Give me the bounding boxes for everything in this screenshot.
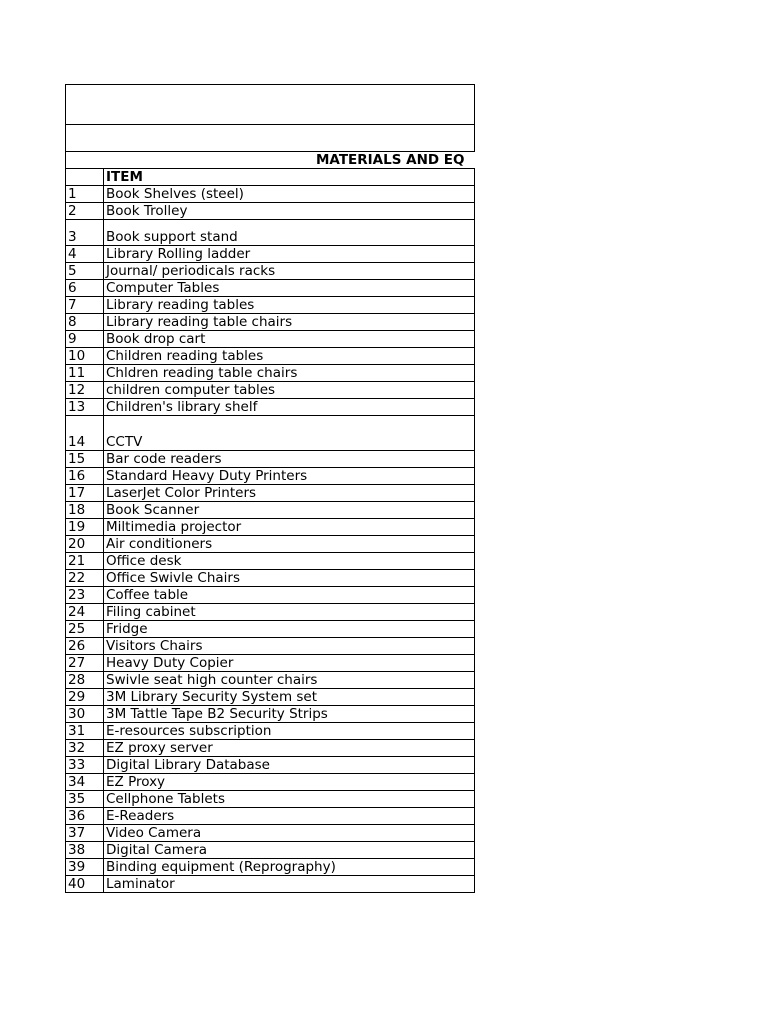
row-number-cell[interactable]: 15 [66,451,104,468]
row-number-cell[interactable]: 31 [66,723,104,740]
row-number-cell[interactable]: 40 [66,876,104,893]
table-row [66,331,475,348]
item-header-cell[interactable]: ITEM [104,169,475,186]
item-cell[interactable]: Book Scanner [104,502,475,519]
row-number-cell[interactable]: 22 [66,570,104,587]
row-number-cell[interactable]: 18 [66,502,104,519]
item-cell[interactable]: Journal/ periodicals racks [104,263,475,280]
row-number-cell[interactable]: 8 [66,314,104,331]
item-cell[interactable]: EZ proxy server [104,740,475,757]
table-row [66,876,475,893]
row-number-cell[interactable]: 38 [66,842,104,859]
item-cell[interactable]: Digital Camera [104,842,475,859]
table-row [66,399,475,416]
item-cell[interactable]: Filing cabinet [104,604,475,621]
table-row [66,859,475,876]
table-row [66,638,475,655]
row-number-cell[interactable]: 33 [66,757,104,774]
row-number-cell[interactable]: 9 [66,331,104,348]
item-cell[interactable]: Office desk [104,553,475,570]
item-cell[interactable]: 3M Library Security System set [104,689,475,706]
table-row [66,280,475,297]
row-number-cell[interactable]: 28 [66,672,104,689]
row-number-cell[interactable]: 14 [66,416,104,451]
item-cell[interactable]: Air conditioners [104,536,475,553]
table-row [66,314,475,331]
table-row [66,740,475,757]
item-cell[interactable]: 3M Tattle Tape B2 Security Strips [104,706,475,723]
table-row [66,791,475,808]
row-number-cell[interactable]: 17 [66,485,104,502]
item-cell[interactable]: Children reading tables [104,348,475,365]
table-row [66,825,475,842]
item-cell[interactable]: Bar code readers [104,451,475,468]
item-cell[interactable]: LaserJet Color Printers [104,485,475,502]
row-number-cell[interactable]: 2 [66,203,104,220]
row-number-cell[interactable]: 24 [66,604,104,621]
header-blank-row [66,85,475,125]
table-row [66,587,475,604]
table-row [66,655,475,672]
table-row [66,757,475,774]
table-row [66,502,475,519]
table-row [66,203,475,220]
table-row [66,570,475,587]
table-row [66,485,475,502]
item-cell[interactable]: Standard Heavy Duty Printers [104,468,475,485]
item-cell[interactable]: Video Camera [104,825,475,842]
item-cell[interactable]: Swivle seat high counter chairs [104,672,475,689]
table-row [66,842,475,859]
item-cell[interactable]: Cellphone Tablets [104,791,475,808]
row-number-cell[interactable]: 39 [66,859,104,876]
item-cell[interactable]: Book support stand [104,220,475,246]
row-number-cell[interactable]: 34 [66,774,104,791]
row-number-cell[interactable]: 16 [66,468,104,485]
row-number-cell[interactable]: 6 [66,280,104,297]
item-cell[interactable]: Laminator [104,876,475,893]
row-number-cell[interactable]: 32 [66,740,104,757]
row-number-cell[interactable]: 7 [66,297,104,314]
table-row [66,416,475,451]
row-number-cell[interactable]: 26 [66,638,104,655]
row-number-cell[interactable]: 36 [66,808,104,825]
item-cell[interactable]: Fridge [104,621,475,638]
number-header-cell[interactable] [66,169,104,186]
item-cell[interactable]: E-resources subscription [104,723,475,740]
item-cell[interactable]: Miltimedia projector [104,519,475,536]
table-row [66,689,475,706]
table-row [66,220,475,246]
row-number-cell[interactable]: 37 [66,825,104,842]
item-cell[interactable]: Book Shelves (steel) [104,186,475,203]
row-number-cell[interactable]: 35 [66,791,104,808]
row-number-cell[interactable]: 27 [66,655,104,672]
table-row [66,723,475,740]
title-row [66,152,475,169]
row-number-cell[interactable]: 10 [66,348,104,365]
header-blank-cell[interactable] [66,85,475,125]
row-number-cell[interactable]: 23 [66,587,104,604]
item-cell[interactable]: Library reading tables [104,297,475,314]
item-cell[interactable]: CCTV [104,416,475,451]
row-number-cell[interactable]: 5 [66,263,104,280]
table-row [66,246,475,263]
table-row [66,365,475,382]
table-row [66,621,475,638]
header-blank-cell-2[interactable] [66,125,475,152]
item-cell[interactable]: Children's library shelf [104,399,475,416]
table-row [66,808,475,825]
item-cell[interactable]: Visitors Chairs [104,638,475,655]
table-row [66,186,475,203]
table-row [66,553,475,570]
spreadsheet-table [65,84,475,893]
item-cell[interactable]: Book drop cart [104,331,475,348]
table-row [66,706,475,723]
item-cell[interactable]: Coffee table [104,587,475,604]
item-cell[interactable]: Computer Tables [104,280,475,297]
row-number-cell[interactable]: 25 [66,621,104,638]
item-cell[interactable]: Library Rolling ladder [104,246,475,263]
table-row [66,536,475,553]
item-cell[interactable]: EZ Proxy [104,774,475,791]
row-number-cell[interactable]: 30 [66,706,104,723]
row-number-cell[interactable]: 3 [66,220,104,246]
item-cell[interactable]: Book Trolley [104,203,475,220]
row-number-cell[interactable]: 21 [66,553,104,570]
row-number-cell[interactable]: 29 [66,689,104,706]
item-cell[interactable]: Heavy Duty Copier [104,655,475,672]
row-number-cell[interactable]: 12 [66,382,104,399]
table-row [66,468,475,485]
sheet-title[interactable]: MATERIALS AND EQ [66,152,475,169]
row-number-cell[interactable]: 1 [66,186,104,203]
row-number-cell[interactable]: 19 [66,519,104,536]
item-cell[interactable]: Binding equipment (Reprography) [104,859,475,876]
item-cell[interactable]: children computer tables [104,382,475,399]
table-row [66,451,475,468]
item-cell[interactable]: Chldren reading table chairs [104,365,475,382]
table-row [66,774,475,791]
row-number-cell[interactable]: 20 [66,536,104,553]
column-header-row [66,169,475,186]
item-cell[interactable]: Library reading table chairs [104,314,475,331]
row-number-cell[interactable]: 4 [66,246,104,263]
row-number-cell[interactable]: 13 [66,399,104,416]
table-row [66,672,475,689]
item-cell[interactable]: Office Swivle Chairs [104,570,475,587]
table-row [66,519,475,536]
table-row [66,382,475,399]
table-row [66,604,475,621]
item-cell[interactable]: E-Readers [104,808,475,825]
item-cell[interactable]: Digital Library Database [104,757,475,774]
table-row [66,263,475,280]
table-row [66,348,475,365]
row-number-cell[interactable]: 11 [66,365,104,382]
table-row [66,297,475,314]
header-blank-row-2 [66,125,475,152]
